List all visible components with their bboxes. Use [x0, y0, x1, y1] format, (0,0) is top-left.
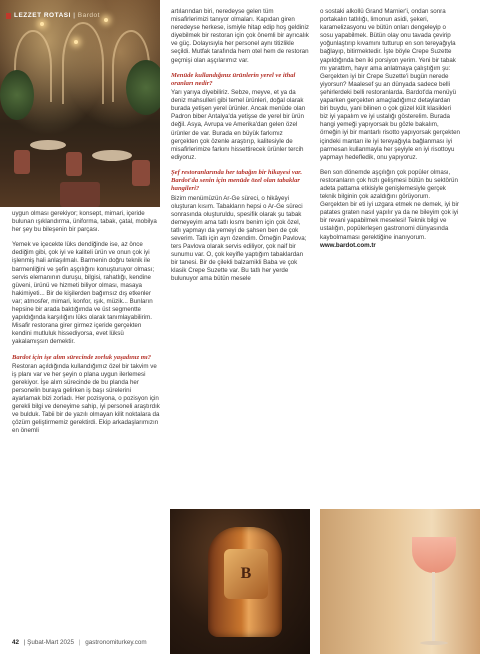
page-number: 42	[12, 639, 20, 646]
bottle-label: B	[224, 549, 268, 599]
arch-window	[62, 22, 104, 104]
drink-bottle-photo	[170, 509, 310, 654]
pipe-divider: |	[78, 639, 81, 646]
question-heading: Menüde kullandığınız ürünlerin yerel ve ithal oranları nedir?	[171, 71, 296, 87]
plant	[126, 60, 160, 115]
ceiling-lamp	[104, 18, 108, 22]
question-heading: Şef restoranlarında her tabağın bir hikayesi var. Bardot'da senin için menüde özel olan tabaklar hangileri?	[171, 168, 302, 193]
article-column-3	[320, 8, 460, 257]
section-subtitle: Bardot	[77, 12, 100, 19]
glass-stem	[432, 572, 435, 642]
cocktail-photo	[320, 509, 480, 654]
paragraph	[320, 169, 460, 250]
paragraph: uygun olması gerekiyor; konsept, mimari, içeride bulunan ışıklandırma, üniforma, tabak, çatal, mobilya her şey bu bileşenin bir parçası.	[12, 210, 157, 234]
paragraph: Yemek ve içecekte lüks dendiğinde ise, az önce dediğim gibi, çok iyi ve kaliteli ürün ve onun çok iyi işlenmiş hali anlaşılmalı. Barmenin doğru teknik ile barmenliğini ve şefin aşçılığını konuşturuyor olması; servis elemanının duruşu, bilgisi, rahatlığı, kendine güveni, ürünü ve hizmeti biliyor olması, masaya hakimiyeti... Bir de kişilerden bağımsız dış etkenler var; atmosfer, mimari, konfor, ışık, müzik... Bunların hepsine bir arada baktığımda ve üst segmentte yapıldığında karşılığını lüks olarak tanımlayabilirim. Misafir restorana girer girmez içeride gerçekten kendini mutluluk hissediyorsa, evet lüksü yakalamışsın demektir.	[12, 241, 155, 346]
restaurant-interior-photo	[0, 0, 160, 207]
paragraph: Bizim menümüzün Ar-Ge süreci, o hikâyeyi oluşturan kısım. Tabakların hepsi o Ar-Ge süreci sonrasında oluşturuldu, spesifik olarak şu tabak demeyeyim ama tatlı kısmı benim için çok özel, tatlı yapmayı da yemeyi de şahsen ben de çok severim. Tatlı için ayrı özendim. Örneğin Pavlova; ters Pavlova olarak servis ediliyor, çok naif bir sunumu var. O, çok keyifle yaptığım tabaklardan bir tanesi. Bir de çilekli balzamikli Baba ve çok klasik Crepe Suzette var. Bu tatlı her yerde bulunuyor ama bütün mesele	[171, 194, 307, 283]
section-marker	[6, 13, 11, 19]
paragraph: Yarı yarıya diyebiliriz. Sebze, meyve, et ya da deniz mahsulleri gibi temel ürünleri, doğal olarak burada yetişen yerel ürünler. Ancak menüde olan Padron biber Antalya'da yetişse de yerel bir ürün değil. Asya, Avrupa ve Amerika'dan gelen özel ürünler de var. Burada en büyük farkımız gerçekten çok özenle araştırıp, kalitesiyle de misafirlerimize farkını hissettirecek ürünler tercih ediyoruz.	[171, 89, 306, 161]
article-column-1	[12, 210, 160, 443]
pipe-divider: |	[23, 639, 26, 646]
issue-date: Şubat-Mart 2025	[27, 639, 75, 646]
section-divider: |	[73, 12, 76, 19]
section-header	[14, 12, 100, 19]
sofa	[60, 182, 100, 207]
article-column-2	[171, 8, 309, 291]
paragraph: artılarından biri, neredeyse gelen tüm misafirlerimizi tanıyor olmaları. Kapıdan giren neredeyse herkese, ismiyle hitap edip hoş geldiniz diyebilmek bir restoran için çok önemli bir ayrıcalık ve güç. Dolayısıyla her personel aynı titizlikle seçildi. Mutfak tarafında hem otel hem de restoran geçmişi olan aşçılarımız var.	[171, 8, 309, 64]
chair	[14, 150, 30, 174]
cocktail-glass	[412, 537, 456, 573]
paragraph: o sostaki alkollü Grand Marnier'i, ondan sonra portakalın tatlılığı, limonun asidi, şekeri, karamelizasyonu ve bütün onları dengeleyip o sosu yapabilmek. Bütün olay onu tavada çevirip yoğunlaştırıp kıvamını tutturup en son tereyağıyla bağlayıp, bitirmektedir. İşte böyle Crepe Suzette yapıldığında ben iki porsiyon yerim. Yeni bir tabak mı yarattım, hayır ama anlatmaya çalıştığım şu: Gerçekten iyi bir Crepe Suzette'i bugün nerede yiyorsun? Maalesef şu an dünyada sadece belli şehirlerdeki belli restoranlarda. Bardot'da menüyü yaparken gerçekten amaçladığımız detaylardan biri buydu, yani bilinen o çok güzel kült klasikleri biz iyi yapalım ve iyi ustalığı gösterelim. Burada hangi yemeği yapıyorsak bu gözle bakalım, örneğin iyi bir mantarlı risotto yapıyorsak gerçekten içindeki mantarı ile iyi tereyağıyla bağlanması iyi parmesan kullanmayla her şeyiyle en iyi risottoyu yapmayı hedefledik, onu yapıyoruz.	[320, 8, 460, 161]
ceiling-lamp	[74, 40, 78, 44]
question-heading: Bardot için işe alım sürecinde zorluk yaşadınız mı?	[12, 353, 152, 361]
plant	[0, 70, 34, 120]
ceiling-lamp	[40, 22, 44, 26]
chair	[132, 160, 150, 186]
dining-table	[30, 140, 66, 150]
paragraph-text: Ben son dönemde aşçılığın çok popüler olması, restoranların çok hızlı gelişmesi bütün bu sektörün adeta pattama etkisiyle genişlemesiyle gerçek teknik bilginin çok azaldığını görüyorum. Gerçekten bir eti iyi uzgara etmek ne demek, iyi bir patates graten nasıl yapılır ya da ne bileyim çok iyi bir revani yapabilmek meselesi! Teknik bilgi ve ustalığın, popülerleşen gastronomi dünyasında kaybolmaması gerektiğine inanıyorum.	[320, 168, 459, 241]
chair	[66, 152, 82, 176]
section-title: LEZZET ROTASI	[14, 12, 71, 19]
website-link[interactable]: www.bardot.com.tr	[320, 241, 376, 249]
site-name: gastronomiturkey.com	[85, 639, 147, 646]
page-footer	[12, 639, 147, 646]
paragraph: Restoran açıldığında kullandığımız özel bir takvim ve iş planı var ve her şeyin o plana uygun ilerlemesi gerekiyor. İşe alım sürecinde de bu planda her personelin buraya gelirken iş başı sürelerini ayarlamak bizi zorladı. Her pozisyona, o pozisyon için gerekli bilgi ve deneyime sahip, iyi personeli araştırdık ve bulduk. Tabii bir de yazılı olmayan kilit noktalara da çözüm geliştirmemiz gerektirdi. Ekip arkadaşlarımızın en önemli	[12, 362, 160, 435]
glass-base	[420, 641, 448, 645]
dining-table	[92, 150, 132, 161]
